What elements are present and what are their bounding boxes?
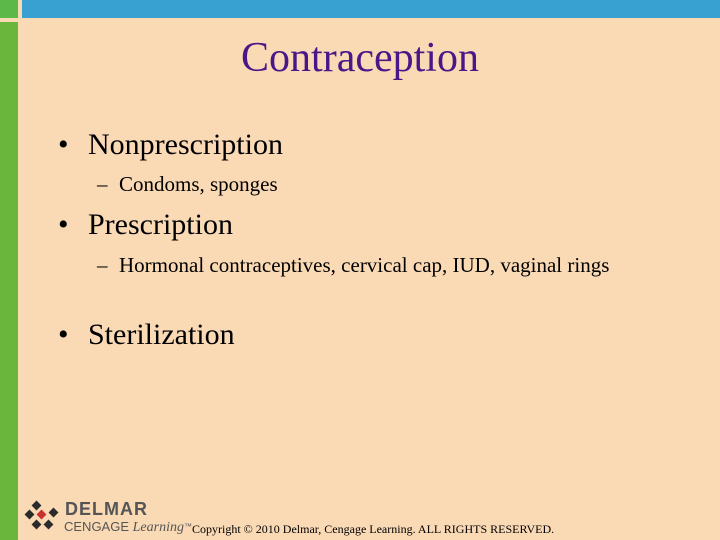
top-green-band bbox=[0, 0, 18, 18]
sub-bullet-text: Hormonal contraceptives, cervical cap, IUD, vaginal rings bbox=[119, 253, 610, 277]
logo-trademark: ™ bbox=[183, 522, 192, 531]
bullet-text: Nonprescription bbox=[88, 128, 283, 161]
logo-learning-text: Learning bbox=[132, 520, 184, 535]
bullet-nonprescription bbox=[58, 127, 283, 163]
sub-bullet-dash: – bbox=[97, 253, 108, 277]
logo-brand-cengage bbox=[64, 519, 192, 536]
bullet-text: Sterilization bbox=[88, 318, 235, 351]
copyright-notice: Copyright © 2010 Delmar, Cengage Learning. ALL RIGHTS RESERVED. bbox=[192, 522, 555, 536]
top-blue-band bbox=[22, 0, 720, 18]
bullet-dot: • bbox=[58, 128, 69, 161]
logo-cengage-text: CENGAGE bbox=[64, 519, 130, 534]
bullet-dot: • bbox=[58, 208, 69, 241]
left-green-band bbox=[0, 22, 18, 540]
bullet-sterilization bbox=[58, 317, 235, 353]
logo-brand-delmar: DELMAR bbox=[65, 499, 148, 519]
bullet-text: Prescription bbox=[88, 208, 233, 241]
sub-bullet-prescription bbox=[97, 251, 667, 279]
sub-bullet-text: Condoms, sponges bbox=[119, 172, 278, 196]
delmar-logo-icon bbox=[24, 500, 64, 532]
slide-title: Contraception bbox=[241, 35, 479, 81]
sub-bullet-nonprescription bbox=[97, 170, 667, 198]
bullet-dot: • bbox=[58, 318, 69, 351]
bullet-prescription bbox=[58, 207, 233, 243]
sub-bullet-dash: – bbox=[97, 172, 108, 196]
